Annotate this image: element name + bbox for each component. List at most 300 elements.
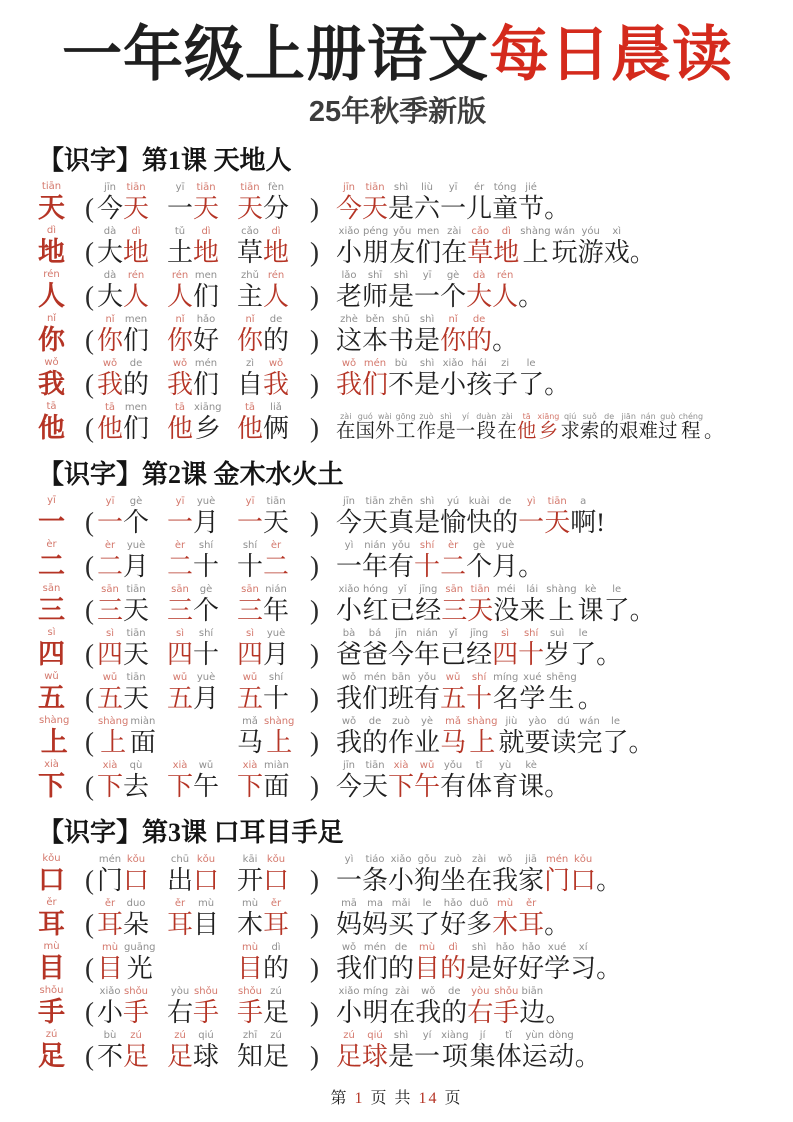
word-item	[167, 760, 237, 802]
hanzi-unit	[167, 1030, 193, 1072]
hanzi-unit	[263, 986, 289, 1028]
hanzi-unit	[467, 584, 493, 626]
hanzi-unit	[440, 496, 466, 538]
hanzi-char: 大	[97, 237, 124, 267]
pinyin-label: tā	[174, 402, 186, 414]
hanzi-char: 二	[263, 551, 290, 581]
hanzi-unit	[548, 1030, 575, 1072]
hanzi-unit	[630, 596, 656, 626]
pinyin-label: hǎo	[521, 942, 541, 954]
hanzi-char: 运	[521, 1041, 548, 1071]
hanzi-unit	[193, 584, 219, 626]
pinyin-label: tiān	[266, 496, 286, 508]
hanzi-char: 月	[123, 551, 150, 581]
hanzi-unit	[518, 628, 544, 670]
hanzi-char: 天	[362, 507, 389, 537]
pinyin-label: dì	[46, 225, 57, 237]
hanzi-unit	[123, 584, 149, 626]
word-item	[167, 540, 237, 582]
hanzi-char: 我	[492, 865, 519, 895]
hanzi-char: !	[596, 507, 605, 537]
hanzi-char: 四	[237, 639, 264, 669]
hanzi-unit	[123, 760, 149, 802]
hanzi-unit	[466, 314, 492, 356]
hanzi-char: 戏	[603, 237, 630, 267]
hanzi-unit	[362, 1030, 388, 1072]
hanzi-char: 们	[193, 281, 220, 311]
pinyin-label: mǎ	[242, 716, 258, 728]
hanzi-char: 二	[38, 550, 65, 581]
hanzi-unit	[362, 898, 388, 940]
hanzi-char: 的	[263, 953, 290, 983]
hanzi-char: 目	[97, 953, 124, 983]
hanzi-unit	[38, 181, 65, 224]
hanzi-char: 班	[388, 683, 415, 713]
word-item	[237, 270, 307, 312]
pinyin-label: zú	[174, 1030, 186, 1042]
hanzi-unit	[97, 898, 123, 940]
hanzi-char: 课	[577, 595, 604, 625]
pinyin-label: dì	[271, 226, 281, 238]
hanzi-unit	[38, 627, 65, 670]
hanzi-char: 上	[548, 595, 575, 625]
pinyin-label: yùn	[525, 1030, 544, 1042]
pinyin-label: mǎ	[445, 716, 461, 728]
lessons-container	[38, 140, 757, 1072]
word-item	[237, 942, 307, 984]
pinyin-label: hǎo	[196, 314, 216, 326]
hanzi-char: 五	[167, 683, 194, 713]
hanzi-char: 主	[237, 281, 264, 311]
hanzi-char: 。	[544, 193, 571, 223]
pinyin-label: tǐ	[505, 1030, 512, 1042]
hanzi-char: 球	[362, 1041, 389, 1071]
pinyin-label: wǔ	[242, 672, 258, 684]
hanzi-unit	[440, 358, 466, 400]
pinyin-label: qiú	[563, 412, 577, 422]
hanzi-unit	[466, 898, 492, 940]
pinyin-label: běn	[365, 314, 385, 326]
hanzi-unit	[596, 640, 622, 670]
hanzi-unit	[596, 954, 622, 984]
pinyin-label: mù	[419, 942, 436, 954]
hanzi-char: 一	[237, 507, 264, 537]
pinyin-label: zì	[245, 358, 255, 370]
hanzi-unit	[440, 182, 466, 224]
hanzi-char: 真	[388, 507, 415, 537]
hanzi-unit	[336, 672, 362, 714]
hanzi-char: 有	[388, 551, 415, 581]
hanzi-char: 乡	[194, 413, 221, 443]
pinyin-label: jié	[525, 182, 537, 194]
pinyin-label: bá	[368, 628, 382, 640]
hanzi-char: 手	[38, 996, 65, 1027]
pinyin-label: shàng	[264, 716, 295, 728]
hanzi-char: 子	[492, 369, 519, 399]
pinyin-label: yǐ	[397, 584, 407, 596]
word-list	[97, 942, 307, 984]
hanzi-unit	[123, 358, 149, 400]
hanzi-char: 人	[167, 281, 194, 311]
hanzi-char: 足	[167, 1041, 194, 1071]
hanzi-char: 我	[97, 369, 124, 399]
pinyin-label: de	[448, 986, 461, 998]
hanzi-char: 岁	[544, 639, 571, 669]
hanzi-char: 在	[497, 421, 517, 443]
word-item	[167, 270, 237, 312]
hanzi-unit	[414, 314, 440, 356]
hanzi-char: 今	[336, 507, 363, 537]
hanzi-char: 外	[375, 421, 395, 443]
word-item	[97, 270, 167, 312]
pinyin-label: gōng	[395, 412, 416, 422]
pinyin-label: zuò	[392, 716, 410, 728]
hanzi-unit	[167, 270, 193, 312]
hanzi-unit	[362, 942, 388, 984]
example-sentence	[336, 854, 757, 896]
hanzi-char: 育	[492, 771, 519, 801]
page-title	[38, 24, 757, 87]
pinyin-label: rén	[496, 270, 514, 282]
pinyin-label: sì	[501, 628, 510, 640]
hanzi-char: 球	[193, 1041, 220, 1071]
hanzi-unit	[167, 182, 193, 224]
hanzi-char: 面	[263, 771, 290, 801]
hanzi-char: 啊	[570, 507, 597, 537]
hanzi-unit	[167, 402, 193, 444]
open-paren: (	[85, 236, 94, 267]
pinyin-label: míng	[493, 672, 519, 684]
hanzi-unit	[237, 540, 263, 582]
hanzi-char: 土	[167, 237, 194, 267]
hanzi-char: 有	[414, 683, 441, 713]
hanzi-char: 一	[455, 421, 476, 443]
main-character	[38, 313, 82, 356]
word-item	[97, 584, 167, 626]
hanzi-char: 四	[38, 638, 65, 669]
main-character	[38, 495, 82, 538]
word-item	[167, 358, 237, 400]
pinyin-label: dà	[103, 226, 117, 238]
hanzi-char: 足	[38, 1040, 65, 1071]
pinyin-label: kè	[584, 584, 597, 596]
hanzi-char: 你	[237, 325, 264, 355]
hanzi-char: 小	[336, 237, 363, 267]
pinyin-label: wǔ	[419, 760, 435, 772]
hanzi-char: 自	[237, 369, 264, 399]
hanzi-char: 艰	[618, 421, 639, 443]
hanzi-unit	[263, 672, 289, 714]
pinyin-label: tiān	[126, 672, 146, 684]
hanzi-unit	[440, 942, 466, 984]
hanzi-char: 孩	[466, 369, 493, 399]
pinyin-label: yóu	[581, 226, 600, 238]
hanzi-char: 好	[193, 325, 220, 355]
hanzi-unit	[123, 898, 149, 940]
hanzi-unit	[560, 412, 580, 444]
hanzi-unit	[492, 854, 518, 896]
example-sentence	[336, 628, 757, 670]
hanzi-unit	[518, 854, 544, 896]
hanzi-unit	[466, 270, 492, 312]
hanzi-unit	[524, 716, 550, 758]
hanzi-unit	[630, 238, 656, 268]
hanzi-char: 上	[40, 726, 68, 757]
hanzi-char: 人	[263, 281, 290, 311]
pinyin-label: zhè	[340, 314, 358, 326]
main-character	[38, 357, 82, 400]
hanzi-unit	[704, 421, 724, 444]
hanzi-char: 三	[441, 595, 468, 625]
hanzi-unit	[237, 314, 263, 356]
hanzi-unit	[193, 1030, 219, 1072]
hanzi-char: 朵	[123, 909, 150, 939]
hanzi-char: 。	[545, 997, 572, 1027]
hanzi-unit	[97, 628, 123, 670]
pinyin-label: èr	[447, 540, 459, 552]
hanzi-char: 一	[336, 865, 363, 895]
hanzi-char: 游	[577, 237, 604, 267]
hanzi-char: 项	[441, 1041, 468, 1071]
hanzi-char: 手	[123, 997, 150, 1027]
pinyin-label: xué	[523, 672, 542, 684]
close-paren: )	[310, 864, 319, 895]
hanzi-unit	[596, 866, 622, 896]
hanzi-unit	[263, 402, 289, 444]
word-list	[97, 1030, 307, 1072]
hanzi-char: 耳	[38, 908, 65, 939]
pinyin-label: shì	[440, 412, 452, 422]
hanzi-char: 他	[97, 413, 124, 443]
hanzi-unit	[629, 728, 655, 758]
hanzi-unit	[466, 182, 492, 224]
pinyin-label: mù	[241, 898, 259, 910]
pinyin-label: mén	[363, 672, 387, 684]
hanzi-unit	[440, 854, 466, 896]
word-item	[97, 402, 167, 444]
hanzi-unit	[97, 1030, 123, 1072]
hanzi-char: 年	[263, 595, 290, 625]
hanzi-unit	[362, 540, 388, 582]
pinyin-label: yí	[422, 1030, 432, 1042]
hanzi-char: 口	[263, 865, 290, 895]
hanzi-unit	[97, 182, 123, 224]
hanzi-unit	[544, 496, 570, 538]
hanzi-unit	[336, 584, 362, 626]
word-list	[97, 986, 307, 1028]
open-paren: (	[85, 412, 94, 443]
hanzi-unit	[440, 628, 466, 670]
example-sentence	[336, 986, 757, 1028]
hanzi-unit	[38, 985, 65, 1028]
hanzi-unit	[193, 226, 219, 268]
hanzi-char: 朋	[362, 237, 389, 267]
hanzi-char: 天	[362, 771, 389, 801]
hanzi-char: 右	[167, 997, 194, 1027]
pinyin-label: yǒu	[391, 540, 411, 552]
hanzi-char: 。	[574, 1041, 601, 1071]
pinyin-label: ér	[473, 182, 485, 194]
pinyin-label: mǎi	[391, 898, 411, 910]
hanzi-char: 书	[388, 325, 415, 355]
hanzi-unit	[193, 672, 219, 714]
open-paren: (	[85, 864, 94, 895]
hanzi-char: 是	[414, 325, 441, 355]
hanzi-char: 一	[336, 551, 363, 581]
hanzi-unit	[466, 716, 498, 758]
hanzi-char: 本	[362, 325, 389, 355]
hanzi-unit	[544, 628, 570, 670]
main-character	[38, 627, 82, 670]
hanzi-unit	[38, 357, 65, 400]
hanzi-char: 地	[38, 236, 65, 267]
hanzi-char: 们	[362, 369, 389, 399]
hanzi-unit	[414, 1030, 440, 1072]
pinyin-label: mù	[497, 898, 514, 910]
page-footer	[0, 1085, 793, 1108]
word-list	[97, 672, 307, 714]
hanzi-char: 目	[237, 953, 264, 983]
hanzi-unit	[193, 986, 219, 1028]
hanzi-unit	[263, 270, 289, 312]
word-item	[167, 854, 237, 896]
hanzi-unit	[38, 759, 65, 802]
hanzi-unit	[193, 628, 219, 670]
pinyin-label: ěr	[525, 898, 537, 910]
pinyin-label: shǒu	[39, 985, 64, 997]
hanzi-unit	[193, 898, 219, 940]
hanzi-unit	[545, 672, 577, 714]
hanzi-unit	[440, 314, 466, 356]
open-paren: (	[85, 996, 94, 1027]
pinyin-label: yǒu	[417, 672, 437, 684]
hanzi-char: 好	[492, 953, 519, 983]
hanzi-unit	[492, 898, 518, 940]
hanzi-char: 口	[570, 865, 597, 895]
pinyin-label: yì	[344, 540, 354, 552]
hanzi-char: 人	[123, 281, 150, 311]
word-item	[167, 1030, 237, 1072]
example-sentence	[336, 226, 757, 268]
pinyin-label: hóng	[363, 584, 389, 596]
hanzi-char: 今	[97, 193, 124, 223]
pinyin-label: shí	[198, 540, 214, 552]
hanzi-unit	[522, 1030, 548, 1072]
hanzi-unit	[237, 716, 263, 758]
hanzi-char: 学	[519, 683, 546, 713]
word-item	[167, 584, 237, 626]
hanzi-unit	[97, 226, 123, 268]
hanzi-char: 已	[440, 639, 467, 669]
hanzi-char: 。	[596, 953, 623, 983]
hanzi-unit	[336, 182, 362, 224]
hanzi-char: 他	[516, 421, 537, 443]
hanzi-char: 爸	[336, 639, 363, 669]
hanzi-unit	[167, 496, 193, 538]
hanzi-unit	[336, 1030, 362, 1072]
hanzi-unit	[456, 412, 476, 444]
word-item	[237, 402, 307, 444]
hanzi-char: 求	[560, 421, 580, 443]
pinyin-label: shì	[471, 942, 487, 954]
hanzi-char: 动	[548, 1041, 575, 1071]
pinyin-label: yī	[448, 182, 458, 194]
hanzi-char: 天	[123, 595, 150, 625]
hanzi-unit	[518, 282, 544, 312]
character-row	[38, 759, 757, 802]
hanzi-unit	[570, 496, 596, 538]
hanzi-char: 三	[38, 594, 65, 625]
hanzi-unit	[123, 942, 157, 984]
hanzi-unit	[414, 854, 440, 896]
close-paren: )	[310, 726, 319, 757]
hanzi-unit	[263, 496, 289, 538]
pinyin-label: fèn	[268, 182, 285, 194]
hanzi-unit	[38, 269, 65, 312]
pinyin-label: mù	[101, 942, 119, 954]
close-paren: )	[310, 236, 319, 267]
hanzi-char: 天	[123, 683, 150, 713]
hanzi-char: 他	[167, 413, 194, 443]
pinyin-label: shàng	[520, 226, 551, 238]
pinyin-label: qiú	[198, 1030, 214, 1042]
hanzi-char: 人	[492, 281, 519, 311]
hanzi-unit	[263, 1030, 289, 1072]
pinyin-label: jīn	[395, 628, 407, 640]
pinyin-label: shī	[367, 270, 383, 282]
character-row	[38, 671, 757, 714]
example-sentence	[336, 1030, 757, 1072]
hanzi-char: 上	[266, 727, 293, 757]
example-sentence	[336, 716, 757, 758]
pinyin-label: yè	[421, 716, 434, 728]
close-paren: )	[310, 506, 319, 537]
hanzi-char: 手	[493, 997, 520, 1027]
hanzi-unit	[123, 672, 149, 714]
hanzi-unit	[493, 986, 519, 1028]
word-item	[167, 672, 237, 714]
pinyin-label: yī	[105, 496, 115, 508]
pinyin-label: zú	[270, 986, 282, 998]
hanzi-char: 的	[362, 727, 389, 757]
hanzi-char: 名	[492, 683, 519, 713]
hanzi-unit	[167, 672, 193, 714]
word-list	[97, 540, 307, 582]
hanzi-unit	[577, 716, 603, 758]
pinyin-label: chéng	[678, 412, 704, 422]
hanzi-char: 是	[414, 369, 441, 399]
character-row	[38, 313, 757, 356]
hanzi-unit	[492, 672, 519, 714]
hanzi-unit	[362, 314, 388, 356]
word-item	[167, 496, 237, 538]
pinyin-label: shí	[268, 672, 284, 684]
hanzi-unit	[440, 540, 466, 582]
pinyin-label: tiān	[240, 182, 260, 194]
hanzi-char: 我	[167, 369, 194, 399]
pinyin-label: rén	[171, 270, 189, 282]
word-item	[97, 672, 167, 714]
pinyin-label: péng	[363, 226, 389, 238]
word-list	[97, 182, 307, 224]
lesson-section	[38, 140, 757, 444]
hanzi-char: 是	[388, 193, 415, 223]
hanzi-char: 上	[100, 727, 127, 757]
pinyin-label: shǒu	[494, 986, 519, 998]
pinyin-label: xià	[102, 760, 118, 772]
hanzi-char: 作	[388, 727, 415, 757]
hanzi-char: 四	[492, 639, 519, 669]
